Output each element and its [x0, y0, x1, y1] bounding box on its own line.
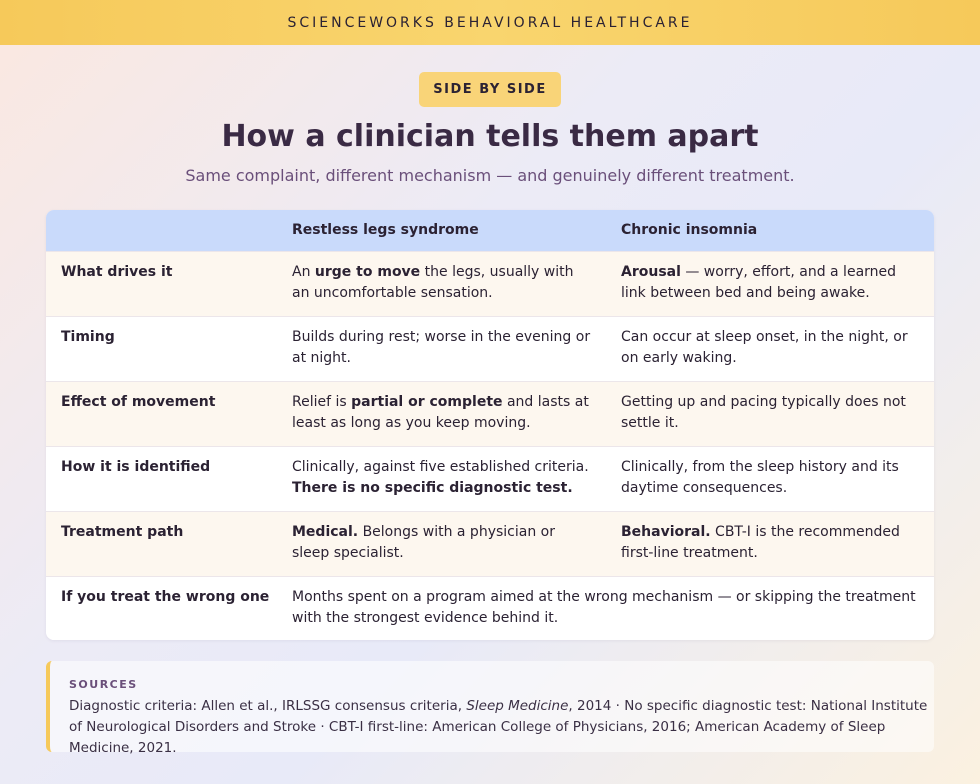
section-badge: SIDE BY SIDE	[419, 72, 561, 107]
wrong-treatment-cell: Months spent on a program aimed at the wrong mechanism — or skipping the treatment with the strongest evidence behind it.	[292, 589, 916, 626]
table-row	[46, 446, 934, 511]
table-row	[46, 511, 934, 576]
brand-header	[0, 0, 980, 45]
sources-text: Diagnostic criteria: Allen et al., IRLSSG consensus criteria, Sleep Medicine, 2014 · No specific diagnostic test: National Institute of Neurological Disorders and Stroke · CBT-I first-line: American College of Physicians, 2016; American Academy of Sleep Medicine, 2021.	[69, 698, 928, 756]
page-subtitle: Same complaint, different mechanism — and genuinely different treatment.	[185, 166, 795, 185]
table-row	[46, 381, 934, 446]
insomnia-cell: Clinically, from the sleep history and its daytime consequences.	[621, 459, 899, 496]
insomnia-cell: Arousal — worry, effort, and a learned link between bed and being awake.	[621, 264, 897, 301]
column-header-rls: Restless legs syndrome	[292, 222, 479, 238]
row-label: Effect of movement	[61, 394, 216, 410]
rls-cell: Clinically, against five established criteria. There is no specific diagnostic test.	[292, 459, 589, 496]
rls-cell: An urge to move the legs, usually with an uncomfortable sensation.	[292, 264, 574, 301]
rls-cell: Builds during rest; worse in the evening or at night.	[292, 329, 591, 366]
insomnia-cell: Can occur at sleep onset, in the night, or on early waking.	[621, 329, 908, 366]
insomnia-cell: Getting up and pacing typically does not settle it.	[621, 394, 906, 431]
row-label: What drives it	[61, 264, 173, 280]
comparison-table	[46, 210, 934, 640]
row-label: If you treat the wrong one	[61, 589, 270, 605]
table-row	[46, 251, 934, 316]
sources-box	[46, 661, 934, 756]
table-row-wrong-treatment	[46, 576, 934, 640]
table-header	[46, 210, 934, 251]
rls-cell: Medical. Belongs with a physician or sleep specialist.	[292, 524, 555, 561]
brand-name: SCIENCEWORKS BEHAVIORAL HEALTHCARE	[287, 14, 693, 31]
insomnia-cell: Behavioral. CBT-I is the recommended first-line treatment.	[621, 524, 900, 561]
rls-cell: Relief is partial or complete and lasts at least as long as you keep moving.	[292, 394, 589, 431]
table-row	[46, 316, 934, 381]
sources-label: SOURCES	[69, 678, 138, 691]
page-title: How a clinician tells them apart	[221, 119, 759, 154]
row-label: Timing	[61, 329, 115, 345]
row-label: Treatment path	[61, 524, 184, 540]
row-label: How it is identified	[61, 459, 211, 475]
column-header-insomnia: Chronic insomnia	[621, 222, 758, 238]
